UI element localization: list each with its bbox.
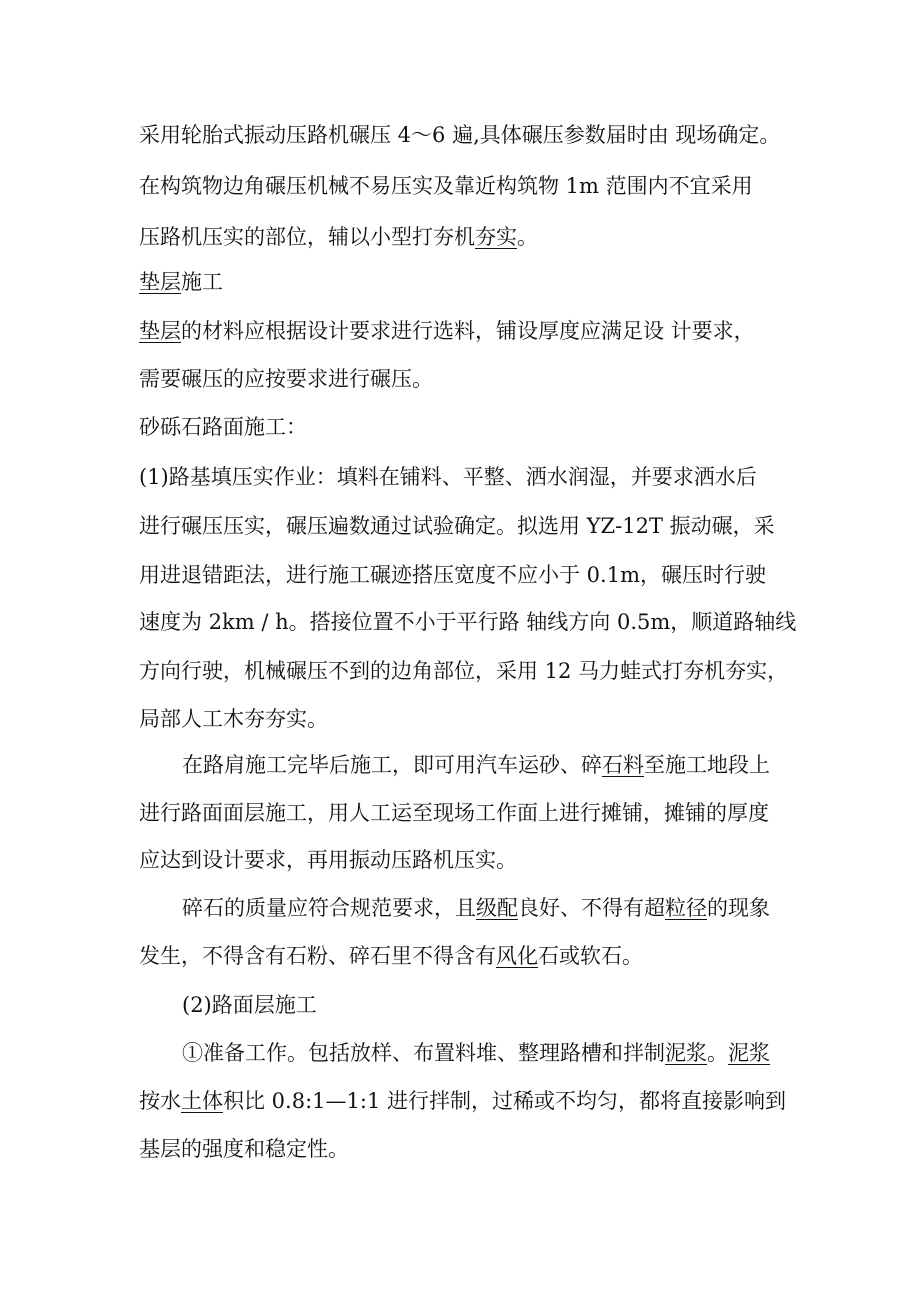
text-line [139,1134,349,1164]
underlined-term: 垫层 [139,270,181,294]
text-line [139,845,517,875]
underlined-term: 粒径 [665,896,707,920]
text-run: 采用轮胎式振动压路机碾压 4～6 遍,具体碾压参数届时由 现场确定。 [139,123,781,147]
text-run: 压路机压实的部位，辅以小型打夯机 [139,225,475,249]
text-line [139,462,757,492]
text-line [139,607,796,637]
text-run: 。 [517,225,538,249]
text-run: 基层的强度和稳定性。 [139,1137,349,1161]
text-run: 方向行驶，机械碾压不到的边角部位，采用 12 马力蛙式打夯机夯实， [139,659,789,683]
text-run: 按水 [139,1089,181,1113]
text-run: 在构筑物边角碾压机械不易压实及靠近构筑物 1m 范围内不宜采用 [139,174,753,198]
text-run: 。 [707,1041,728,1065]
text-run: 用进退错距法，进行施工碾迹搭压宽度不应小于 0.1m，碾压时行驶 [139,563,766,587]
text-run: 进行碾压压实，碾压遍数通过试验确定。拟选用 YZ-12T 振动碾，采 [139,514,775,538]
underlined-term: 石料 [602,753,644,777]
text-run: 进行路面面层施工，用人工运至现场工作面上进行摊铺，摊铺的厚度 [139,801,769,825]
text-run: 应达到设计要求，再用振动压路机压实。 [139,848,517,872]
text-line [139,560,766,590]
text-run: 砂砾石路面施工： [139,415,307,439]
text-line [182,1038,770,1068]
text-line [139,798,769,828]
text-run: 需要碾压的应按要求进行碾压。 [139,367,433,391]
text-line [182,750,770,780]
underlined-term: 泥浆 [665,1041,707,1065]
underlined-term: 级配 [476,896,518,920]
text-line [182,893,770,923]
text-run: 在路肩施工完毕后施工，即可用汽车运砂、碎 [182,753,602,777]
text-line [139,511,775,541]
text-run: (1)路基填压实作业：填料在铺料、平整、洒水润湿，并要求洒水后 [139,465,757,489]
text-line [139,316,755,346]
text-run: ①准备工作。包括放样、布置料堆、整理路槽和拌制 [182,1041,665,1065]
underlined-term: 风化 [496,944,538,968]
text-run: 至施工地段上 [644,753,770,777]
text-run: 碎石的质量应符合规范要求，且 [182,896,476,920]
text-line [139,364,433,394]
text-run: 积比 0.8:1—1:1 进行拌制，过稀或不均匀，都将直接影响到 [223,1089,786,1113]
section-heading [139,412,307,442]
text-run: 的现象 [707,896,770,920]
section-heading [139,267,223,297]
text-run: 石或软石。 [538,944,643,968]
text-run: 施工 [181,270,223,294]
text-line [139,120,780,150]
text-run: 良好、不得有超 [518,896,665,920]
underlined-term: 泥浆 [728,1041,770,1065]
text-line [139,704,328,734]
underlined-term: 垫层 [139,319,181,343]
text-line [139,1086,786,1116]
text-line [139,941,643,971]
text-run: 的材料应根据设计要求进行选料，铺设厚度应满足设 计要求， [181,319,755,343]
text-line [139,656,788,686]
text-run: (2)路面层施工 [182,993,317,1017]
section-heading [182,990,317,1020]
text-line [139,171,753,201]
underlined-term: 夯实 [475,225,517,249]
text-run: 速度为 2km / h。搭接位置不小于平行路 轴线方向 0.5m，顺道路轴线 [139,610,797,634]
text-run: 局部人工木夯夯实。 [139,707,328,731]
underlined-term: 土体 [181,1089,223,1113]
text-line [139,222,538,252]
text-run: 发生，不得含有石粉、碎石里不得含有 [139,944,496,968]
